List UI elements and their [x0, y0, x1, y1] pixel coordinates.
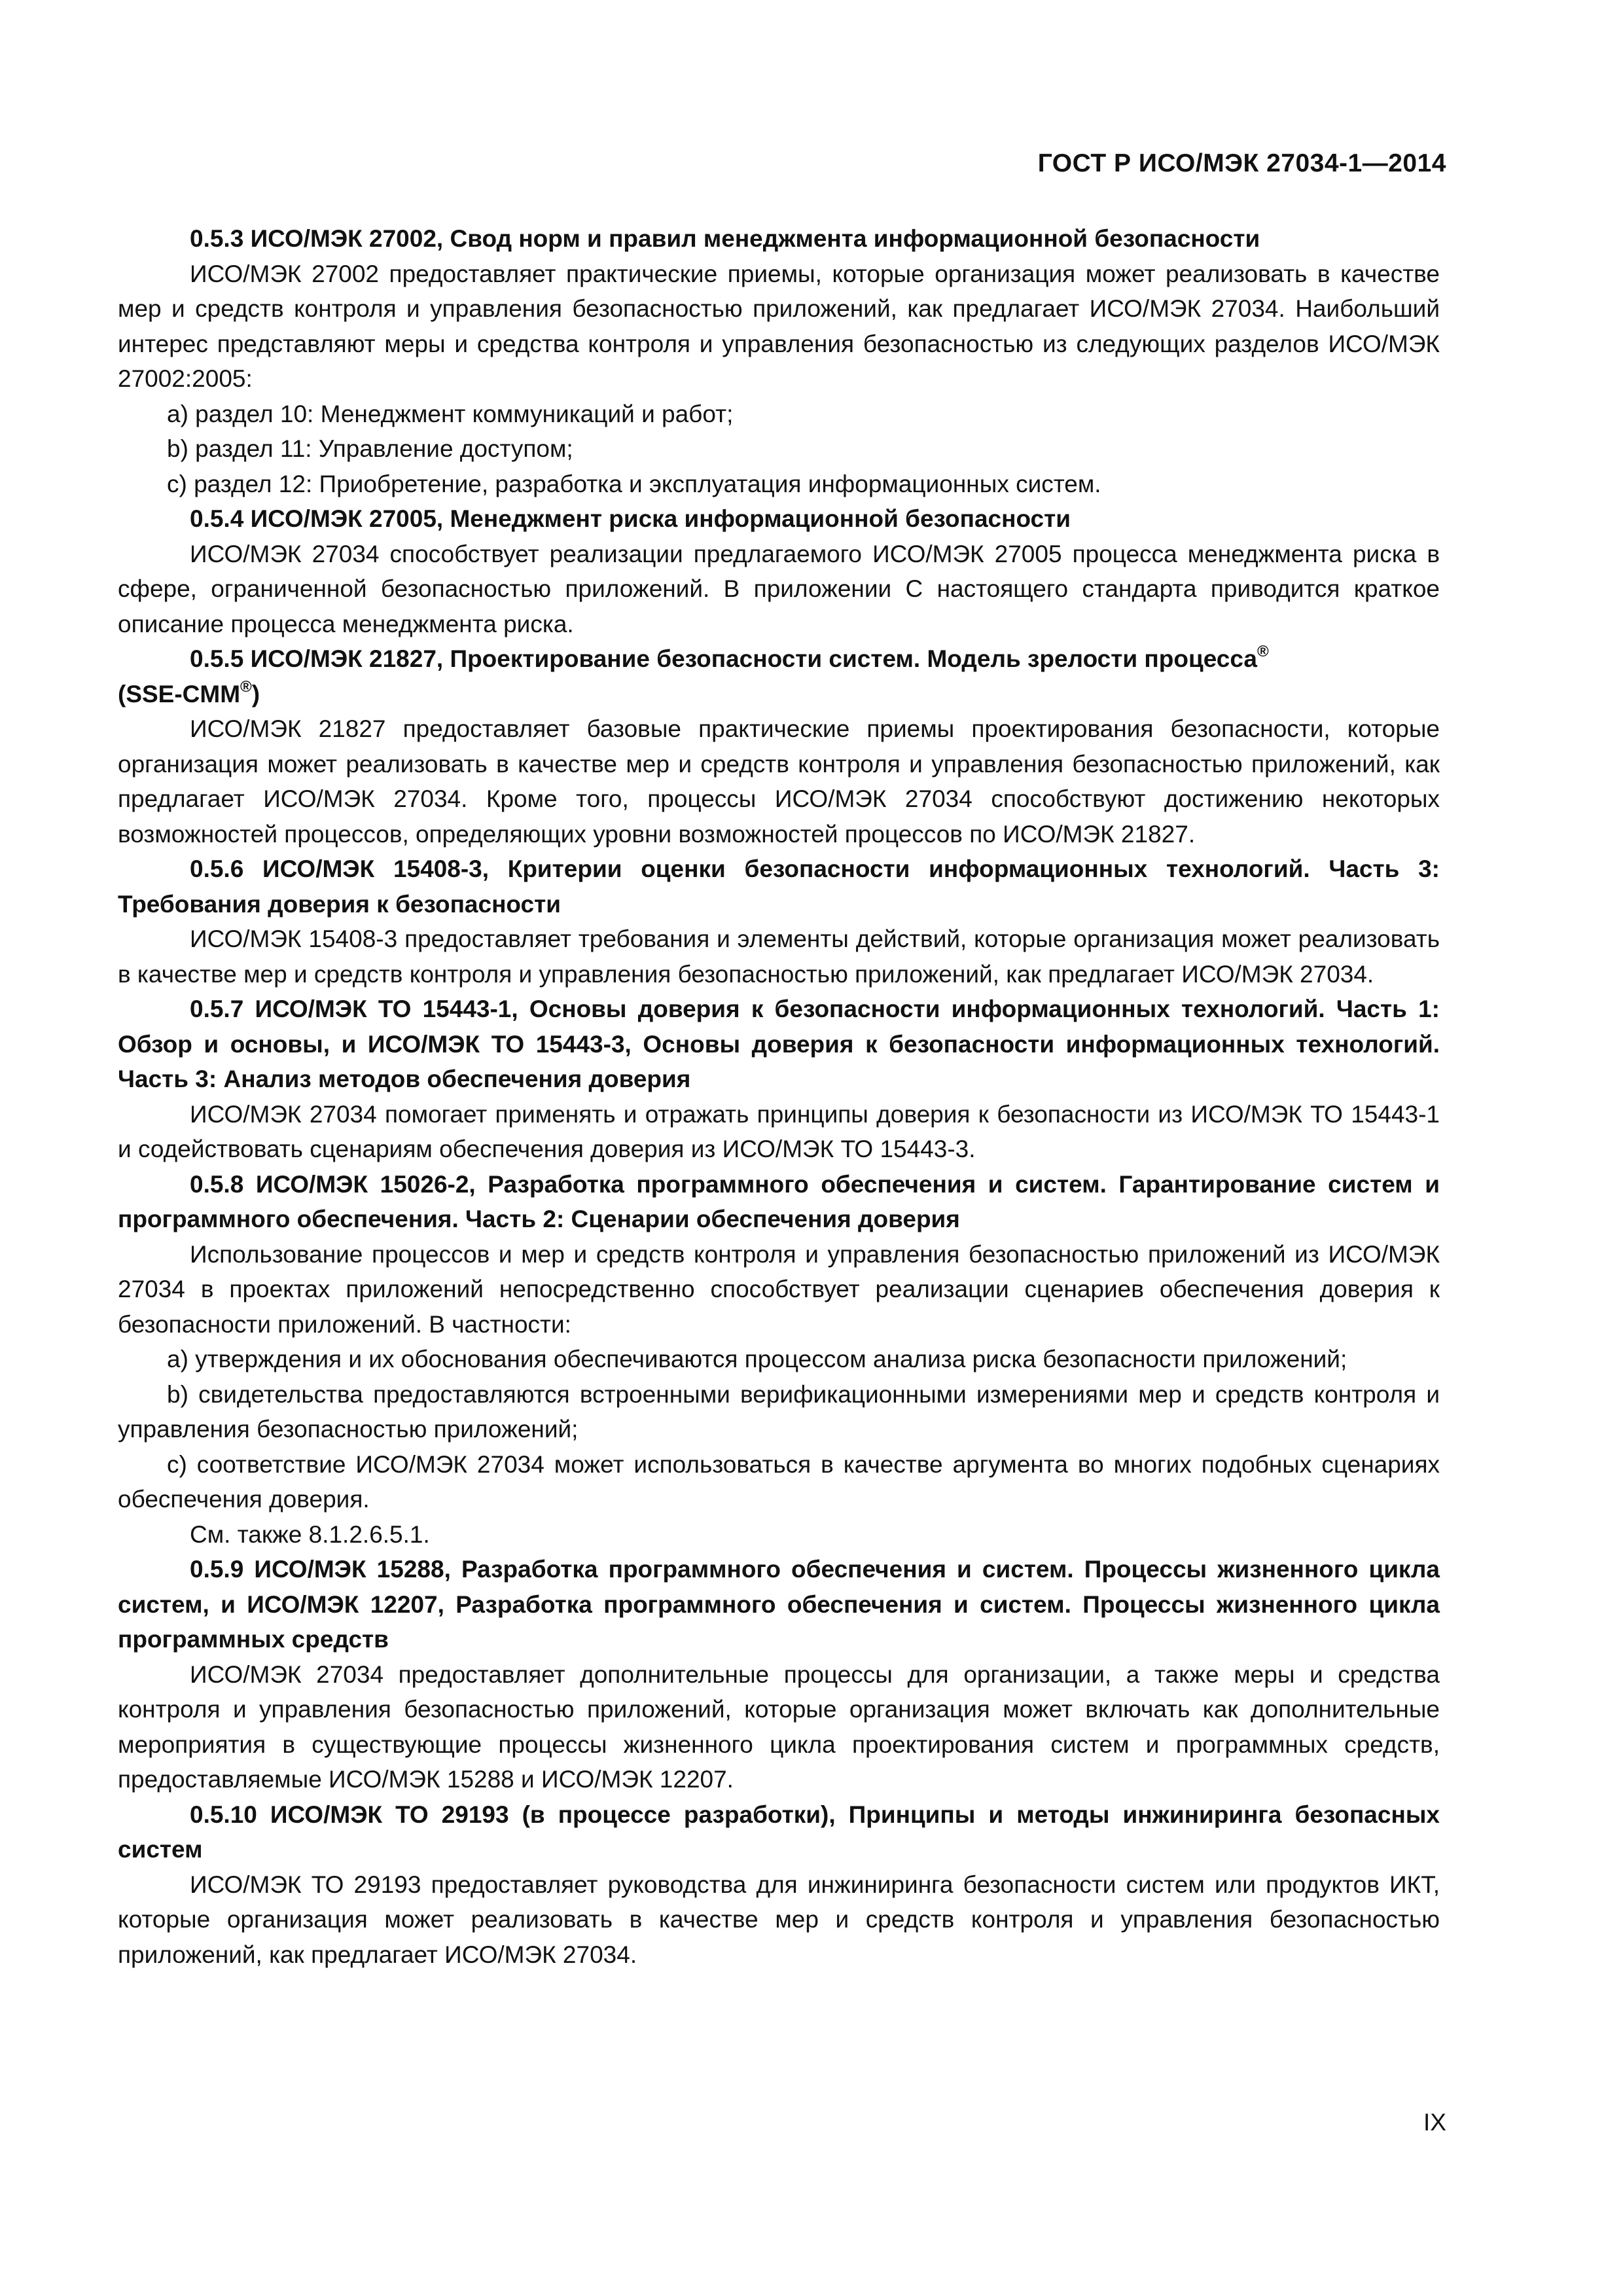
section-body-0-5-7: ИСО/МЭК 27034 помогает применять и отражать принципы доверия к безопасности из ИСО/МЭК ТО 15443-1 и содействовать сценариям обеспечения доверия из ИСО/МЭК ТО 15443-3. — [118, 1100, 1440, 1162]
section-heading-0-5-8: 0.5.8 ИСО/МЭК 15026-2, Разработка программного обеспечения и систем. Гарантирование систем и программного обеспечения. Часть 2: Сценарии обеспечения доверия — [118, 1170, 1440, 1232]
page-number: IX — [1423, 2109, 1446, 2136]
document-id-header: ГОСТ Р ИСО/МЭК 27034-1—2014 — [1037, 149, 1446, 177]
list-item: b) свидетельства предоставляются встроенными верификационными измерениями мер и средств контроля и управления безопасностью приложений; — [118, 1380, 1440, 1443]
section-body-0-5-6: ИСО/МЭК 15408-3 предоставляет требования и элементы действий, которые организация может реализовать в качестве мер и средств контроля и управления безопасностью приложений, как предлагает ИСО/МЭК 27034. — [118, 925, 1440, 988]
list-item: c) раздел 12: Приобретение, разработка и эксплуатация информационных систем. — [167, 470, 1101, 497]
section-heading-0-5-3: 0.5.3 ИСО/МЭК 27002, Свод норм и правил менеджмента информационной безопасности — [190, 225, 1260, 252]
section-heading-0-5-4: 0.5.4 ИСО/МЭК 27005, Менеджмент риска информационной безопасности — [190, 505, 1071, 532]
heading-text: 0.5.5 ИСО/МЭК 21827, Проектирование безопасности систем. Модель зрелости процесса — [190, 645, 1257, 672]
section-body-0-5-10: ИСО/МЭК ТО 29193 предоставляет руководства для инжиниринга безопасности систем или продуктов ИКТ, которые организация может реализовать в качестве мер и средств контроля и управления безопасностью приложений, как предлагает ИСО/МЭК 27034. — [118, 1871, 1440, 1968]
section-heading-0-5-5 — [118, 641, 1440, 711]
see-also-reference: См. также 8.1.2.6.5.1. — [190, 1520, 430, 1548]
page-content — [118, 221, 1440, 1972]
section-body-0-5-5: ИСО/МЭК 21827 предоставляет базовые практические приемы проектирования безопасности, которые организация может реализовать в качестве мер и средств контроля и управления безопасностью приложений, как предлагает ИСО/МЭК 27034. Кроме того, процессы ИСО/МЭК 27034 способствуют достижению некоторых возможностей процессов, определяющих уровни возможностей процессов по ИСО/МЭК 21827. — [118, 715, 1440, 848]
list-item: a) раздел 10: Менеджмент коммуникаций и работ; — [167, 400, 734, 427]
section-body-0-5-4: ИСО/МЭК 27034 способствует реализации предлагаемого ИСО/МЭК 27005 процесса менеджмента риска в сфере, ограниченной безопасностью приложений. В приложении С настоящего стандарта приводится краткое описание процесса менеджмента риска. — [118, 540, 1440, 637]
heading-text: (SSE-CMM — [118, 680, 241, 708]
section-heading-0-5-10: 0.5.10 ИСО/МЭК ТО 29193 (в процессе разработки), Принципы и методы инжиниринга безопасных систем — [118, 1801, 1440, 1863]
list-item: a) утверждения и их обоснования обеспечиваются процессом анализа риска безопасности приложений; — [167, 1346, 1347, 1372]
section-body-0-5-3: ИСО/МЭК 27002 предоставляет практические приемы, которые организация может реализовать в качестве мер и средств контроля и управления безопасностью приложений, как предлагает ИСО/МЭК 27034. Наибольший интерес представляют меры и средства контроля и управления безопасностью из следующих разделов ИСО/МЭК 27002:2005: — [118, 260, 1440, 392]
registered-mark: ® — [1257, 643, 1269, 660]
list-item: b) раздел 11: Управление доступом; — [167, 435, 573, 462]
section-heading-0-5-7: 0.5.7 ИСО/МЭК ТО 15443-1, Основы доверия к безопасности информационных технологий. Часть 1: Обзор и основы, и ИСО/МЭК ТО 15443-3, Основы доверия к безопасности информационных технологий. Часть 3: Анализ методов обеспечения доверия — [118, 996, 1440, 1092]
heading-text: ) — [251, 680, 260, 708]
section-body-0-5-8: Использование процессов и мер и средств контроля и управления безопасностью приложений из ИСО/МЭК 27034 в проектах приложений непосредственно способствует реализации сценариев обеспечения доверия к безопасности приложений. В частности: — [118, 1240, 1440, 1338]
registered-mark: ® — [240, 677, 252, 696]
list-item: c) соответствие ИСО/МЭК 27034 может использоваться в качестве аргумента во многих подобных сценариях обеспечения доверия. — [118, 1450, 1440, 1513]
section-body-0-5-9: ИСО/МЭК 27034 предоставляет дополнительные процессы для организации, а также меры и средства контроля и управления безопасностью приложений, которые организация может включать как дополнительные мероприятия в существующие процессы жизненного цикла проектирования систем и программных средств, предоставляемые ИСО/МЭК 15288 и ИСО/МЭК 12207. — [118, 1660, 1440, 1793]
section-heading-0-5-6: 0.5.6 ИСО/МЭК 15408-3, Критерии оценки безопасности информационных технологий. Часть 3: Требования доверия к безопасности — [118, 855, 1440, 918]
section-heading-0-5-9: 0.5.9 ИСО/МЭК 15288, Разработка программного обеспечения и систем. Процессы жизненного цикла систем, и ИСО/МЭК 12207, Разработка программного обеспечения и систем. Процессы жизненного цикла программных средств — [118, 1556, 1440, 1653]
